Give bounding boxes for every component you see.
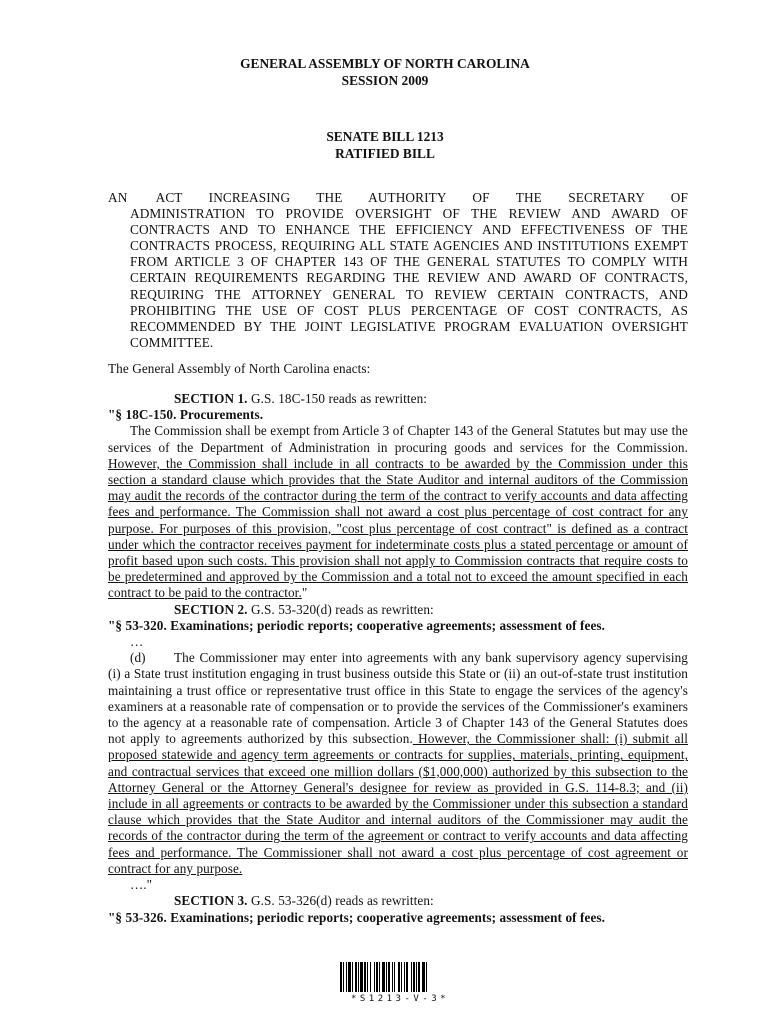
subsection-d-label: (d) [130,650,146,666]
document-header [0,55,770,89]
section-1-text [108,423,688,601]
act-title-rest: ADMINISTRATION TO PROVIDE OVERSIGHT OF THE REVIEW AND AWARD OF CONTRACTS AND TO ENHANCE THE EFFICIENCY AND EFFECTIVENESS OF THE CONTRACTS PROCESS, REQUIRING ALL STATE AGENCIES AND INSTITUTIONS EXEMPT FROM ARTICLE 3 OF CHAPTER 143 OF THE GENERAL STATUTES TO COMPLY WITH CERTAIN REQUIREMENTS REGARDING THE REVIEW AND AWARD OF CONTRACTS, REQUIRING THE ATTORNEY GENERAL TO REVIEW CERTAIN CONTRACTS, AND PROHIBITING THE USE OF COST PLUS PERCENTAGE OF COST CONTRACTS, AS RECOMMENDED BY THE JOINT LEGISLATIVE PROGRAM EVALUATION OVERSIGHT COMMITTEE. [130,206,688,350]
section-2-text-plain: The Commissioner may enter into agreements with any bank supervisory agency supervising (i) a State trust institution engaging in trust business outside this State or (ii) an out-of-state trust institution maintaining a trust office or representative trust office in this State to engage the services of the agency's examiners at a reasonable rate of compensation or to provide the services of the Commissioner's examiners to the agency at a reasonable rate of compensation. Article 3 of Chapter 143 of the General Statutes does not apply to agreements authorized by this subsection. [108,650,688,747]
section-3-label: SECTION 3. [174,893,248,909]
section-2-intro [108,602,688,618]
section-1-text-plain: The Commission shall be exempt from Article 3 of Chapter 143 of the General Statutes but may use the services of the Department of Administration in procuring goods and services for the Commission. [108,423,688,455]
section-1-label: SECTION 1. [174,391,248,406]
act-title [108,190,688,351]
barcode-bar [426,962,427,992]
section-2-text [108,650,688,877]
section-1-intro-text: G.S. 18C-150 reads as rewritten: [250,391,428,406]
session-label: SESSION 2009 [341,73,429,88]
section-2-label: SECTION 2. [174,601,248,617]
bill-body [108,391,688,926]
section-1-text-amendment: However, the Commission shall include in all contracts to be awarded by the Commission under this section a standard clause which provides that the State Auditor and internal auditors of the Commission may audit the records of the contractor during the term of the contract to verify accounts and data affecting fees and performance. The Commission shall not award a cost plus percentage of cost contract for any purpose. For purposes of this provision, "cost plus percentage of cost contract" is defined as a contract under which the contractor receives payment for indeterminate costs plus a stated percentage or amount of profit based upon such costs. This provision shall not apply to Commission contracts that require costs to be predetermined and approved by the Commission and a total not to exceed the amount specified in each contract to be paid to the contractor. [108,455,688,601]
section-1-close: " [301,585,308,601]
section-2-text-amendment: However, the Commissioner shall: (i) submit all proposed statewide and agency term agreements or contracts for supplies, materials, printing, equipment, and contractual services that exceed one million dollars ($1,000,000) authorized by this subsection to the Attorney General or the Attorney General's designee for review as provided in G.S. 114-8.3; and (ii) include in all agreements or contracts to be awarded by the Commissioner under this subsection a standard clause which provides that the State Auditor and internal auditors of the Commissioner may audit the records of the contractor during the term of the agreement or contract to verify accounts and data affecting fees and performance. The Commissioner shall not award a cost plus percentage of cost agreement or contract for any purpose. [108,731,689,876]
section-2-close: …." [130,877,153,893]
section-1-intro [108,391,688,407]
section-3-intro-text: G.S. 53-326(d) reads as rewritten: [250,893,434,909]
bill-status: RATIFIED BILL [335,146,435,161]
section-3-heading: "§ 53-326. Examinations; periodic reports; cooperative agreements; assessment of fees. [108,909,606,925]
act-title-first-rest: ACT INCREASING THE AUTHORITY OF THE SECRETARY OF [155,190,688,205]
bill-number: SENATE BILL 1213 [326,129,444,144]
section-3-intro [108,893,688,909]
section-2-intro-text: G.S. 53-320(d) reads as rewritten: [250,601,434,617]
barcode-text: *S1213-V-3* [350,994,450,1004]
section-1-heading: "§ 18C-150. Procurements. [108,407,264,423]
section-2-heading: "§ 53-320. Examinations; periodic reports; cooperative agreements; assessment of fees. [108,617,606,633]
bill-header [0,128,770,162]
act-prefix: AN [108,190,128,205]
section-2-ellipsis: … [130,634,144,650]
act-title-first-line [108,190,688,206]
assembly-name: GENERAL ASSEMBLY OF NORTH CAROLINA [240,56,530,71]
enacting-clause: The General Assembly of North Carolina enacts: [108,361,371,376]
barcode [340,962,460,992]
